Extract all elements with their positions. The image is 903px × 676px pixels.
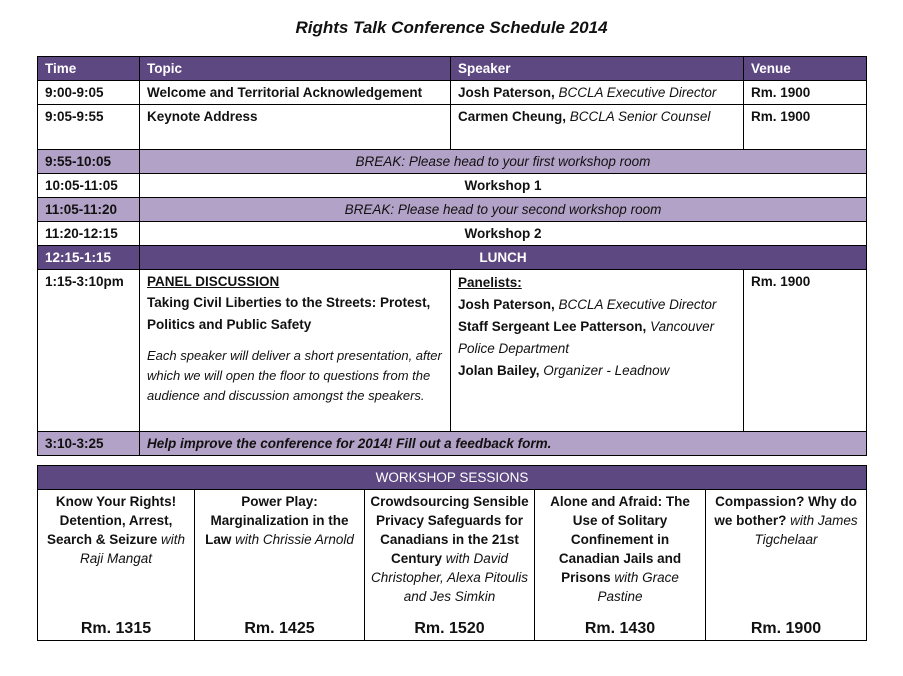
workshop-room: Rm. 1520 [414,620,485,637]
break-row [38,198,867,222]
speaker-name: Carmen Cheung, [458,109,567,124]
panel-topic-cell [140,270,451,432]
header-time: Time [38,57,140,81]
time-cell: 12:15-1:15 [38,246,140,270]
panel-heading: PANEL DISCUSSION [147,274,280,289]
workshop-sessions-table [37,465,867,641]
time-cell: 11:20-12:15 [38,222,140,246]
panel-description: Each speaker will deliver a short presentation, after which we will open the floor to questions from the audience and discussion amongst the speakers. [147,348,442,403]
time-cell: 9:05-9:55 [38,105,140,150]
panelist [458,294,736,316]
workshop-room: Rm. 1425 [244,620,315,637]
workshop-title: Compassion? Why do we bother? [714,494,857,528]
break-text: BREAK: Please head to your second workshop room [140,198,867,222]
speaker-role: BCCLA Senior Counsel [566,109,711,124]
table-row [38,81,867,105]
header-topic: Topic [140,57,451,81]
speaker-role: BCCLA Executive Director [554,85,717,100]
feedback-row [38,432,867,456]
workshop-presenter: with Grace Pastine [597,570,679,604]
workshop-title: Alone and Afraid: The Use of Solitary Confinement in Canadian Jails and Prisons [550,494,690,585]
panelists-cell [451,270,744,432]
time-cell: 10:05-11:05 [38,174,140,198]
header-venue: Venue [744,57,867,81]
break-row [38,150,867,174]
panelist-name: Staff Sergeant Lee Patterson, [458,319,647,334]
workshop-presenter: with Raji Mangat [79,532,186,566]
workshop-presenter: with James Tigchelaar [754,513,858,547]
panelist [458,316,736,360]
topic-cell: Keynote Address [140,105,451,150]
feedback-text: Help improve the conference for 2014! Fill out a feedback form. [140,432,867,456]
table-header-row [38,57,867,81]
time-cell: 1:15-3:10pm [38,270,140,432]
time-cell: 3:10-3:25 [38,432,140,456]
topic-cell: Welcome and Territorial Acknowledgement [140,81,451,105]
lunch-text: LUNCH [140,246,867,270]
workshop-room: Rm. 1900 [750,620,822,637]
speaker-cell [451,81,744,105]
workshop-sessions-heading: WORKSHOP SESSIONS [38,466,867,490]
workshop-row [38,174,867,198]
speaker-name: Josh Paterson, [458,85,555,100]
panel-title: Taking Civil Liberties to the Streets: Protest, Politics and Public Safety [147,295,431,332]
panelists-label: Panelists: [458,275,522,290]
workshop-title: Power Play: Marginalization in the Law [205,494,349,547]
workshop-session [535,490,706,641]
schedule-table [37,56,867,456]
workshop-room: Rm. 1430 [584,620,656,637]
workshop-row [38,222,867,246]
speaker-cell [451,105,744,150]
workshop-session [38,490,195,641]
table-row [38,105,867,150]
workshop-session [195,490,365,641]
panelist-name: Josh Paterson, [458,297,555,312]
workshop-presenter: with David Christopher, Alexa Pitoulis and Jes Simkin [370,551,529,604]
workshop-text: Workshop 2 [140,222,867,246]
workshop-session [706,490,867,641]
panel-row [38,270,867,432]
time-cell: 11:05-11:20 [38,198,140,222]
venue-cell: Rm. 1900 [744,105,867,150]
workshop-sessions-row [38,490,867,641]
workshop-presenter: with Chrissie Arnold [231,532,354,547]
time-cell: 9:00-9:05 [38,81,140,105]
workshop-session [365,490,535,641]
time-cell: 9:55-10:05 [38,150,140,174]
workshop-title: Know Your Rights! Detention, Arrest, Search & Seizure [46,494,177,547]
panelist-role: Organizer - Leadnow [539,363,670,378]
venue-cell: Rm. 1900 [744,270,867,432]
panelist-role: BCCLA Executive Director [554,297,717,312]
header-speaker: Speaker [451,57,744,81]
venue-cell: Rm. 1900 [744,81,867,105]
page-title: Rights Talk Conference Schedule 2014 [295,18,608,37]
workshop-text: Workshop 1 [140,174,867,198]
lunch-row [38,246,867,270]
workshop-room: Rm. 1315 [80,620,152,637]
panelist [458,360,736,382]
workshop-title: Crowdsourcing Sensible Privacy Safeguards for Canadians in the 21st Century [370,494,529,566]
panelist-role: Vancouver Police Department [458,319,715,356]
panelist-name: Jolan Bailey, [458,363,540,378]
break-text: BREAK: Please head to your first workshop room [140,150,867,174]
